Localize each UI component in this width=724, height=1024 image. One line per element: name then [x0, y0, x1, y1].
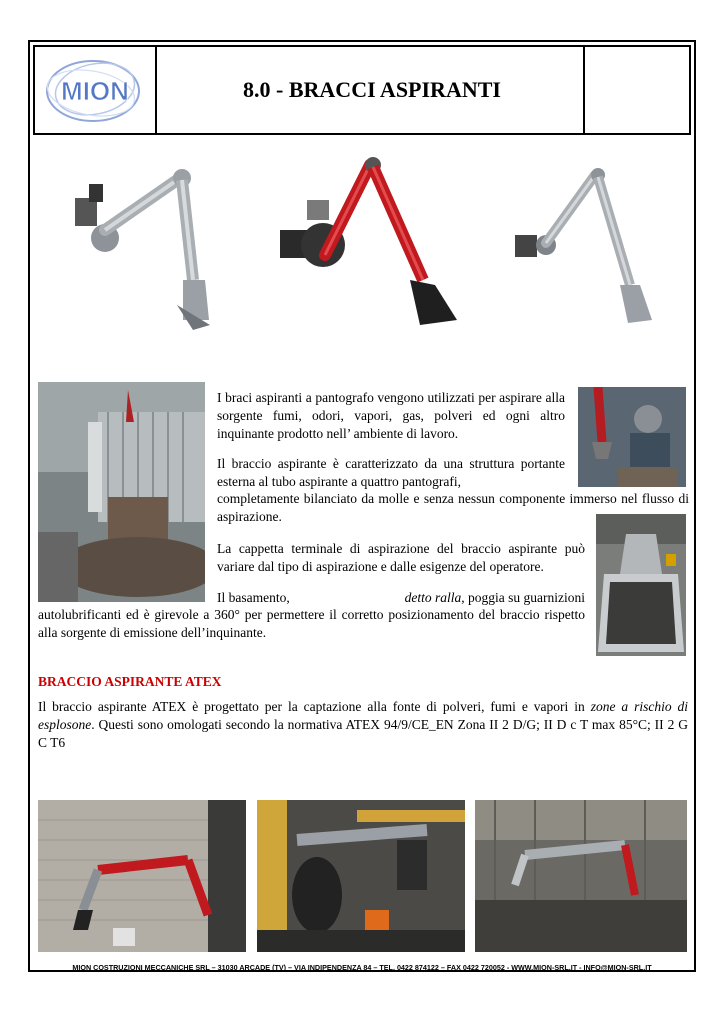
photo-arm-red: [275, 155, 465, 335]
header-empty-cell: [583, 47, 689, 133]
p4-part-italic: detto ralla, poggia su guarnizioni: [404, 590, 585, 605]
footer-contact: MION COSTRUZIONI MECCANICHE SRL – 31030 ARCADE (TV) – VIA INDIPENDENZA 84 – TEL. 0422 874122 – FAX 0422 720052 - WWW.MION-SRL.IT - INFO@MION-SRL.IT: [72, 963, 652, 972]
photo-hood: [596, 514, 686, 656]
photo-bottom-3: [475, 800, 687, 952]
intro-paragraph-4-line1: [217, 589, 585, 607]
intro-paragraph-2b: completamente bilanciato da molle e senza nessun componente immerso nel flusso di aspirazione.: [217, 491, 689, 524]
atex-paragraph: [38, 698, 688, 752]
photo-bottom-2: [257, 800, 465, 952]
intro-paragraph-1: I braci aspiranti a pantografo vengono utilizzati per aspirare alla sorgente fumi, odori, vapori, gas, polveri ed ogni altro inquinante prodotto nell’ ambiente di lavoro.: [217, 390, 565, 441]
photo-bottom-1: [38, 800, 246, 952]
atex-text-b: . Questi sono omologati secondo la normativa ATEX 94/9/CE_EN Zona II 2 D/G; II D c T max 85°C; II 2 G C T6: [38, 717, 688, 750]
photo-factory-left: [38, 382, 205, 602]
atex-text-italic: zone a rischio di esplosone: [38, 699, 689, 732]
page-title: 8.0 - BRACCI ASPIRANTI: [243, 77, 501, 102]
svg-text:MION: MION: [61, 76, 129, 106]
p4-part-a: Il basamento,: [217, 590, 290, 605]
photo-arm-grey-1: [65, 160, 215, 335]
photo-welder: [578, 387, 686, 487]
company-logo: [35, 47, 157, 133]
atex-text-a: Il braccio aspirante ATEX è progettato per la captazione alla fonte di polveri, fumi e vapori in: [38, 699, 585, 714]
intro-paragraph-2a: Il braccio aspirante è caratterizzato da una struttura portante esterna al tubo aspirante a quattro pantografi,: [217, 456, 565, 489]
intro-paragraph-4-rest: autolubrificanti ed è girevole a 360° per permettere il corretto posizionamento del braccio rispetto alla sorgente di emissione dell’inquinante.: [38, 607, 585, 640]
photo-arm-grey-2: [510, 165, 660, 330]
page-header: [33, 45, 691, 135]
atex-section-title: BRACCIO ASPIRANTE ATEX: [38, 674, 222, 689]
intro-paragraph-3: La cappetta terminale di aspirazione del braccio aspirante può variare dal tipo di aspirazione e dalle esigenze del operatore.: [217, 541, 585, 574]
